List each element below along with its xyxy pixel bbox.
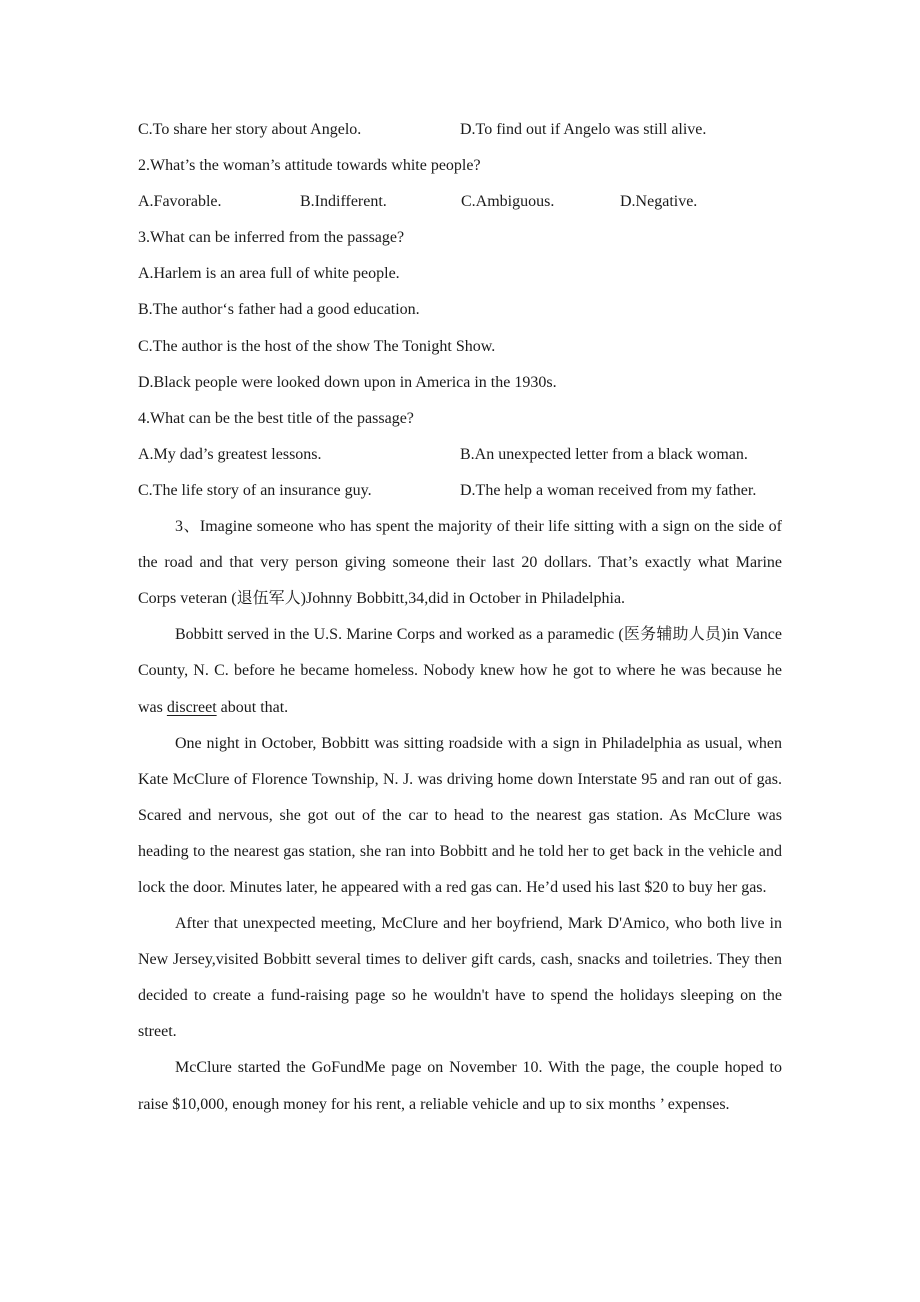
options-row [138,473,782,509]
passage-text: McClure started the GoFundMe page on November 10. With the page, the couple hoped to raise $10,000, enough money for his rent, a reliable vehicle and up to six months ’ expenses. [138,1059,782,1113]
passage-paragraph [138,617,782,725]
question-text: 4.What can be the best title of the passage? [138,409,414,427]
passage-text: about that. [216,698,289,716]
passage-paragraph [138,1050,782,1122]
passage-text: One night in October, Bobbitt was sitting roadside with a sign in Philadelphia as usual, when Kate McClure of Florence Township, N. J. was driving home down Interstate 95 and ran out of gas. Scared and nervous, she got out of the car to head to the nearest gas station. As McClure was heading to the nearest gas station, she ran into Bobbitt and he told her to get back in the vehicle and lock the door. Minutes later, he appeared with a red gas can. He’d used his last $20 to buy her gas. [138,734,782,896]
options-row [138,184,782,220]
option-text: D.The help a woman received from my father. [460,481,757,499]
document-body [138,112,782,1123]
options-row [138,112,782,148]
passage-text: 3、Imagine someone who has spent the majority of their life sitting with a sign on the side of the road and that very person giving someone their last 20 dollars. That’s exactly what Marine Corps veteran (退伍军人)Johnny Bobbitt,34,did in October in Philadelphia. [138,518,782,608]
passage-text: Bobbitt served in the U.S. Marine Corps and worked as a paramedic (医务辅助人员)in Vance County, N. C. before he became homeless. Nobody knew how he got to where he was because he was [138,626,782,716]
option-text: C.The author is the host of the show The Tonight Show. [138,337,496,355]
option-text: B.The author‘s father had a good education. [138,301,420,319]
option-text: B.An unexpected letter from a black woman. [460,445,748,463]
option-text: B.Indifferent. [300,193,387,211]
option-text: A.Harlem is an area full of white people. [138,265,400,283]
options-row [138,437,782,473]
option-text: A.My dad’s greatest lessons. [138,445,322,463]
passage-paragraph [138,726,782,906]
option-text: C.The life story of an insurance guy. [138,481,372,499]
option-text: D.Black people were looked down upon in America in the 1930s. [138,373,557,391]
option-text: C.Ambiguous. [461,193,555,211]
question-text: 2.What’s the woman’s attitude towards white people? [138,157,481,175]
passage-paragraph [138,906,782,1050]
underlined-word: discreet [166,698,217,716]
question-text: 3.What can be inferred from the passage? [138,229,405,247]
option-text: A.Favorable. [138,193,222,211]
passage-text: After that unexpected meeting, McClure and her boyfriend, Mark D'Amico, who both live in New Jersey,visited Bobbitt several times to deliver gift cards, cash, snacks and toiletries. They then decided to create a fund-raising page so he wouldn't have to spend the holidays sleeping on the street. [138,915,782,1041]
option-text: D.To find out if Angelo was still alive. [460,121,707,138]
option-text: D.Negative. [620,193,698,211]
passage-paragraph [138,509,782,617]
option-text: C.To share her story about Angelo. [138,121,362,138]
